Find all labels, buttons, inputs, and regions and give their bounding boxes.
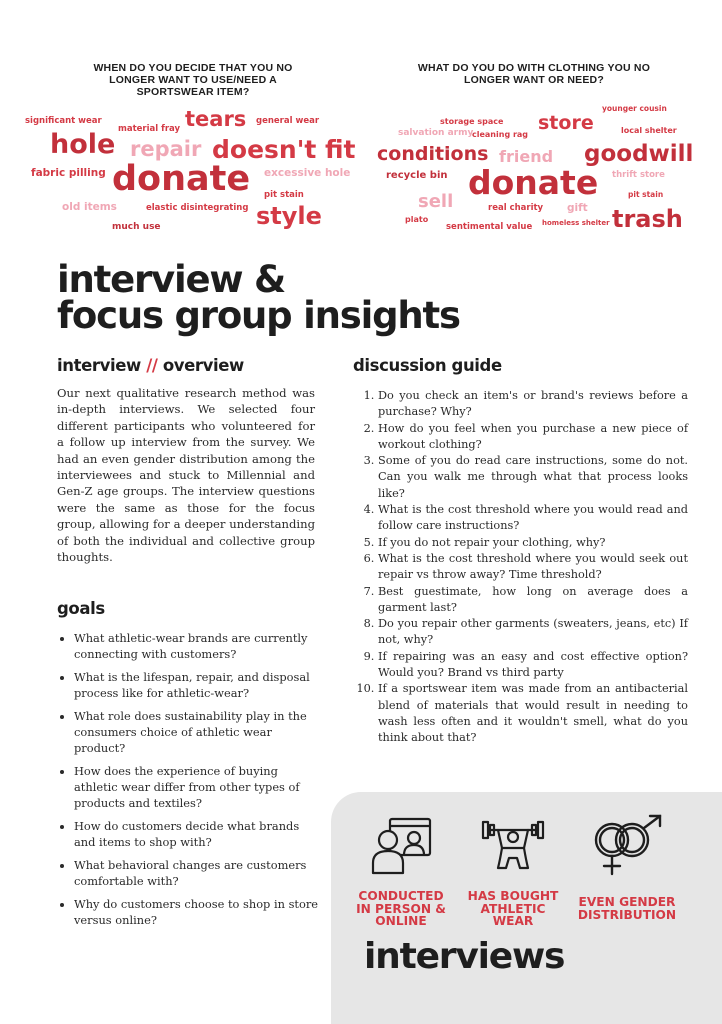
guide-item: 1. Do you check an item's or brand's reviews before a purchase? Why? <box>378 388 688 421</box>
cloud-word: fabric pilling <box>31 167 106 179</box>
goal-item: • What behavioral changes are customers comfortable with? <box>74 857 320 889</box>
stat-label-athletic-wear: HAS BOUGHT ATHLETIC WEAR <box>467 889 559 928</box>
cloud-word: much use <box>112 222 161 232</box>
goal-item: • How do customers decide what brands and items to shop with? <box>74 818 320 850</box>
cloud-word: real charity <box>488 203 544 213</box>
cloud-word: goodwill <box>584 141 694 167</box>
cloud-word: recycle bin <box>386 170 448 181</box>
guide-item: 9. If repairing was an easy and cost effective option? Would you? Brand vs third party <box>378 649 688 682</box>
gender-symbols-icon <box>588 814 668 878</box>
guide-item: 2. How do you feel when you purchase a new piece of workout clothing? <box>378 421 688 454</box>
guide-item: 8. Do you repair other garments (sweaters, jeans, etc) If not, why? <box>378 616 688 649</box>
discussion-guide-heading: discussion guide <box>353 356 502 375</box>
guide-item: 4. What is the cost threshold where you would read and follow care instructions? <box>378 502 688 535</box>
cloud-word: plato <box>405 215 429 224</box>
video-call-icon <box>370 816 434 876</box>
cloud-word: friend <box>499 147 554 166</box>
cloud-left-question: WHEN DO YOU DECIDE THAT YOU NO LONGER WANT TO USE/NEED A SPORTSWEAR ITEM? <box>93 62 293 98</box>
cloud-word: homeless shelter <box>542 219 610 227</box>
cloud-word: old items <box>62 201 117 213</box>
cloud-word: doesn't fit <box>212 135 356 164</box>
cloud-word: general wear <box>256 116 320 126</box>
weightlifter-icon <box>480 814 546 878</box>
cloud-word: donate <box>468 163 599 202</box>
cloud-word: tears <box>185 107 247 131</box>
cloud-word: local shelter <box>621 126 677 135</box>
interviews-title: interviews <box>364 936 565 977</box>
guide-item: 3. Some of you do read care instructions, some do not. Can you walk me through what that process looks like? <box>378 453 688 502</box>
goal-item: • What is the lifespan, repair, and disposal process like for athletic-wear? <box>74 669 320 701</box>
goal-item: • How does the experience of buying athletic wear differ from other types of products and textiles? <box>74 763 320 811</box>
cloud-word: trash <box>612 205 683 233</box>
goal-item: • Why do customers choose to shop in store versus online? <box>74 896 320 928</box>
cloud-word: pit stain <box>628 190 664 199</box>
stat-label-in-person-online: CONDUCTED IN PERSON & ONLINE <box>356 889 446 928</box>
cloud-right-question: WHAT DO YOU DO WITH CLOTHING YOU NO LONGER WANT OR NEED? <box>417 62 651 86</box>
guide-item: 5. If you do not repair your clothing, why? <box>378 535 688 551</box>
overview-heading-a: interview <box>57 356 147 375</box>
cloud-word: sell <box>418 191 454 212</box>
cloud-word: salvation army <box>398 128 474 138</box>
cloud-word: storage space <box>440 117 504 126</box>
goals-list <box>58 630 320 935</box>
cloud-word: significant wear <box>25 116 102 126</box>
cloud-word: donate <box>112 159 251 199</box>
guide-item: 10. If a sportswear item was made from an antibacterial blend of materials that would result in needing to wash less often and it wouldn't smell, what do you think about that? <box>378 681 688 746</box>
cloud-word: repair <box>130 137 202 161</box>
page-title-line1: interview & <box>57 258 286 301</box>
cloud-word: pit stain <box>264 190 304 200</box>
cloud-word: younger cousin <box>602 104 667 113</box>
goal-item: • What role does sustainability play in the consumers choice of athletic wear product? <box>74 708 320 756</box>
overview-heading-b: overview <box>157 356 244 375</box>
discussion-guide-list <box>356 388 688 747</box>
cloud-word: elastic disintegrating <box>146 203 249 213</box>
cloud-word: gift <box>567 202 588 214</box>
overview-heading <box>57 356 244 375</box>
cloud-word: hole <box>50 129 116 160</box>
overview-heading-separator: // <box>146 356 158 375</box>
cloud-word: thrift store <box>612 170 665 180</box>
cloud-word: conditions <box>377 143 489 165</box>
goals-heading: goals <box>57 599 105 618</box>
overview-text: Our next qualitative research method was in-depth interviews. We selected four different participants who volunteered for a follow up interview from the survey. We had an even gender distribution among the interviewees and stuck to Millennial and Gen-Z age groups. The interview questions were the same as those for the focus group, allowing for a deeper understanding of both the individual and collective group thoughts. <box>57 386 315 565</box>
cloud-word: store <box>538 112 594 134</box>
guide-item: 7. Best guestimate, how long on average does a garment last? <box>378 584 688 617</box>
page-title-line2: focus group insights <box>57 294 460 337</box>
guide-item: 6. What is the cost threshold where you would seek out repair vs throw away? Time threshold? <box>378 551 688 584</box>
cloud-word: excessive hole <box>264 167 351 179</box>
cloud-word: sentimental value <box>446 222 533 232</box>
page-title <box>57 258 460 337</box>
cloud-word: cleaning rag <box>472 130 529 139</box>
cloud-word: material fray <box>118 124 181 134</box>
stat-label-gender: EVEN GENDER DISTRIBUTION <box>577 895 677 922</box>
cloud-word: style <box>256 202 322 230</box>
goal-item: • What athletic-wear brands are currently connecting with customers? <box>74 630 320 662</box>
